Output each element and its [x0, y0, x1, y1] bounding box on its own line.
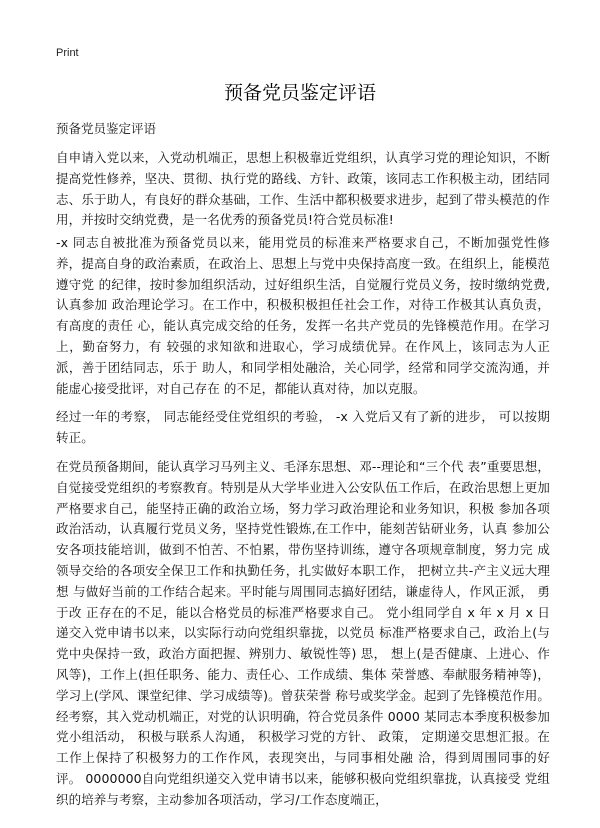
paragraph-2: -x 同志自被批准为预备党员以来，能用党员的标准来严格要求自己，不断加强党性修养，提高自身的政治素质，在政治上、思想上与党中央保持高度一致。在组织上，能模范遵守党 的纪律，按时参加组织活动，过好组织生活，自觉履行党员义务，按时缴纳党费,认真参加 政治理论学习。在工作中，积极积极担任社会工作，对待工作极其认真负责，有高度的责任 心，能认真完成交给的任务，发挥一名共产党员的先锋模范作用。在学习上，勤奋努力，有 较强的求知欲和进取心，学习成绩优异。在作风上，该同志为人正派，善于团结同志，乐于 助人，和同学相处融洽，关心同学，经常和同学交流沟通，并能虚心接受批评，对自己存在 的不足，都能认真对待，加以克服。 [56, 235, 550, 396]
document-subtitle: 预备党员鉴定评语 [56, 121, 157, 136]
print-link[interactable]: Print [56, 47, 79, 59]
paragraph-4: 在党员预备期间，能认真学习马列主义、毛泽东思想、邓--理论和“三个代 表”重要思想，自觉接受党组织的考察教育。特别是从大学毕业进入公安队伍工作后，在政治思想上更加严格要求自己，能坚持正确的政治立场，努力学习政治理论和业务知识，积极 参加各项政治活动，认真履行党员义务，坚持党性锻炼,在工作中，能刻苦钻研业务，认真 参加公安各项技能培训，做到不怕苦、不怕累，带伤坚持训练，遵守各项规章制度，努力完 成领导交给的各项安全保卫工作和执勤任务，扎实做好本职工作， 把树立共-产主义远大理想 与做好当前的工作结合起来。平时能与周围同志搞好团结，谦虚待人，作风正派， 勇于改 正存在的不足，能以合格党员的标准严格要求自己。 党小组同学自 x 年 x 月 x 日递交入党申请书以来，以实际行动向党组织靠拢，以党员 标准严格要求自己，政治上(与党中央保持一致，政治方面把握、辨别力、敏锐性等) 思， 想上(是否健康、上进心、作风等)，工作上(担任职务、能力、责任心、工作成绩、集体 荣誉感、奉献服务精神等)，学习上(学风、课堂纪律、学习成绩等)。曾获荣誉 称号或奖学金。起到了先锋模范作用。经考察，其入党动机端正，对党的认识明确，符合党员条件 0000 某同志本季度积极参加党小组活动， 积极与联系人沟通， 积极学习党的方针、 政策， 定期递交思想汇报。在工作上保持了积极努力的工作作风，表现突出，与同事相处融 洽，得到周围同事的好评。 0000000自向党组织递交入党申请书以来，能够积极向党组织靠拢，认真接受 党组织的培养与考察，主动参加各项活动，学习/工作态度端正， [56, 459, 550, 807]
page-title: 预备党员鉴定评语 [223, 82, 376, 104]
paragraph-1: 自申请入党以来，入党动机端正，思想上积极靠近党组织，认真学习党的理论知识，不断提高党性修养，坚决、贯彻、执行党的路线、方针、政策，该同志工作积极主动，团结同志、乐于助人，有良好的群众基础，工作、生活中都积极要求进步，起到了带头模范的作用，并按时交纳党费，是一名优秀的预备党员!符合党员标准! [56, 150, 550, 228]
paragraph-3: 经过一年的考察， 同志能经受住党组织的考验， -x 入党后又有了新的进步， 可以按期转正。 [56, 409, 550, 445]
